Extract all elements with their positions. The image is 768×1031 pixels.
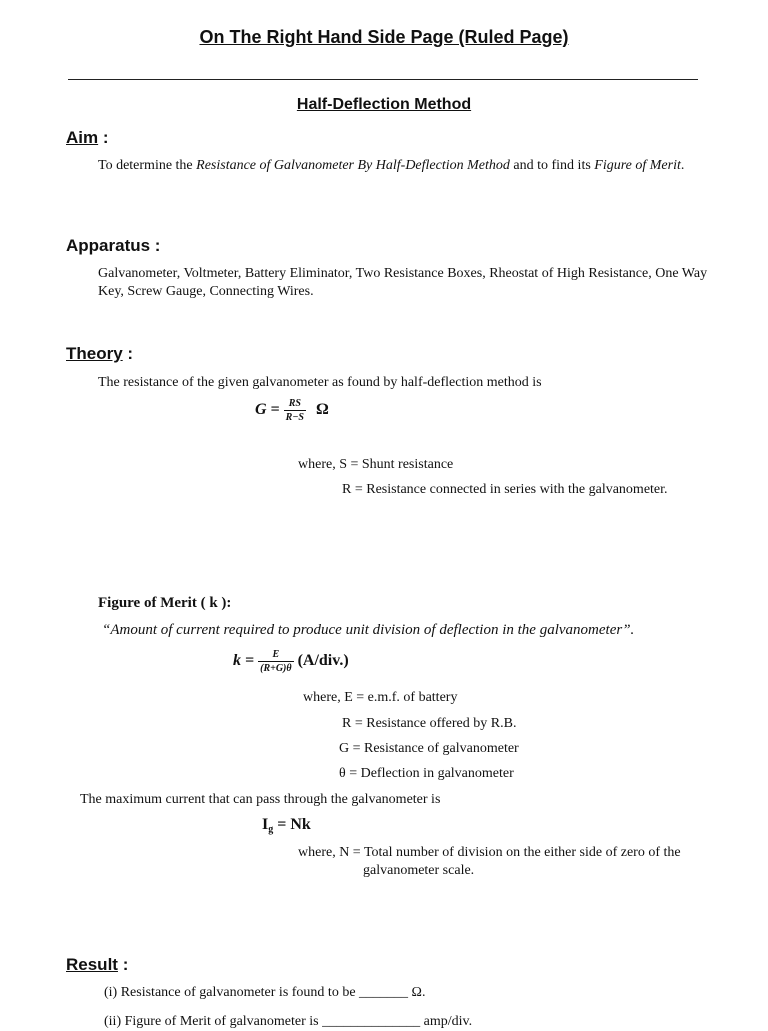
max-current-where-line-2: galvanometer scale. (363, 863, 475, 878)
aim-text-part-3: . (680, 158, 685, 173)
max-current-formula (262, 816, 311, 835)
max-current-formula-base: I (262, 816, 269, 833)
aim-text (98, 157, 708, 175)
merit-formula-unit: (A/div.) (297, 652, 349, 670)
header-divider (68, 79, 698, 80)
aim-text-italic-1: Resistance of Galvanometer By Half-Deflection Method (196, 158, 510, 173)
result-heading-label: Result (66, 955, 118, 974)
theory-heading-label: Theory (66, 344, 123, 363)
figure-of-merit-definition: “Amount of current required to produce unit division of deflection in the galvanometer”. (102, 622, 635, 638)
merit-formula-lhs: k = (233, 652, 255, 670)
theory-where-series: R = Resistance connected in series with the galvanometer. (342, 482, 668, 497)
merit-where-rb: R = Resistance offered by R.B. (342, 716, 517, 731)
theory-heading-colon: : (122, 344, 134, 363)
max-current-text: The maximum current that can pass through the galvanometer is (80, 792, 441, 807)
aim-heading-colon: : (98, 128, 109, 147)
document-title: Half-Deflection Method (296, 96, 472, 113)
resistance-formula-fraction (284, 397, 306, 424)
max-current-where-line-1: where, N = Total number of division on the either side of zero of the (298, 845, 681, 860)
resistance-formula-lhs: G = (255, 401, 280, 419)
apparatus-text: Galvanometer, Voltmeter, Battery Eliminator, Two Resistance Boxes, Rheostat of High Resistance, One Way Key, Screw Gauge, Connecting Wires. (98, 266, 708, 299)
aim-text-part-1: To determine the (98, 158, 197, 173)
theory-heading (66, 344, 133, 364)
max-current-formula-rest: = Nk (273, 816, 311, 833)
theory-intro: The resistance of the given galvanometer as found by half-deflection method is (98, 375, 542, 390)
aim-heading-label: Aim (66, 128, 99, 147)
aim-text-italic-2: Figure of Merit (594, 158, 681, 173)
merit-where-emf: where, E = e.m.f. of battery (303, 690, 458, 705)
resistance-formula (255, 397, 329, 424)
merit-formula-fraction (258, 648, 293, 675)
result-item-resistance: (i) Resistance of galvanometer is found to be _______ Ω. (104, 985, 426, 1000)
merit-formula-denominator: (R+G)θ (260, 663, 292, 674)
figure-of-merit-heading: Figure of Merit ( k ): (98, 595, 232, 611)
theory-where-shunt: where, S = Shunt resistance (298, 457, 454, 472)
resistance-formula-denominator: R−S (285, 412, 304, 423)
result-heading (66, 955, 128, 975)
apparatus-heading: Apparatus : (66, 236, 161, 255)
merit-where-deflection: θ = Deflection in galvanometer (339, 766, 514, 781)
result-item-figure-of-merit: (ii) Figure of Merit of galvanometer is ______________ amp/div. (104, 1014, 473, 1029)
aim-text-part-2: and to find its (509, 158, 595, 173)
aim-heading (66, 128, 109, 148)
resistance-formula-unit: Ω (315, 401, 329, 419)
result-heading-colon: : (117, 955, 129, 974)
merit-formula (233, 648, 349, 675)
page-title: On The Right Hand Side Page (Ruled Page) (199, 27, 569, 47)
resistance-formula-numerator: RS (284, 397, 306, 411)
max-current-formula-subscript: g (268, 824, 274, 835)
merit-where-galvanometer: G = Resistance of galvanometer (339, 741, 519, 756)
merit-formula-numerator: E (258, 648, 293, 662)
